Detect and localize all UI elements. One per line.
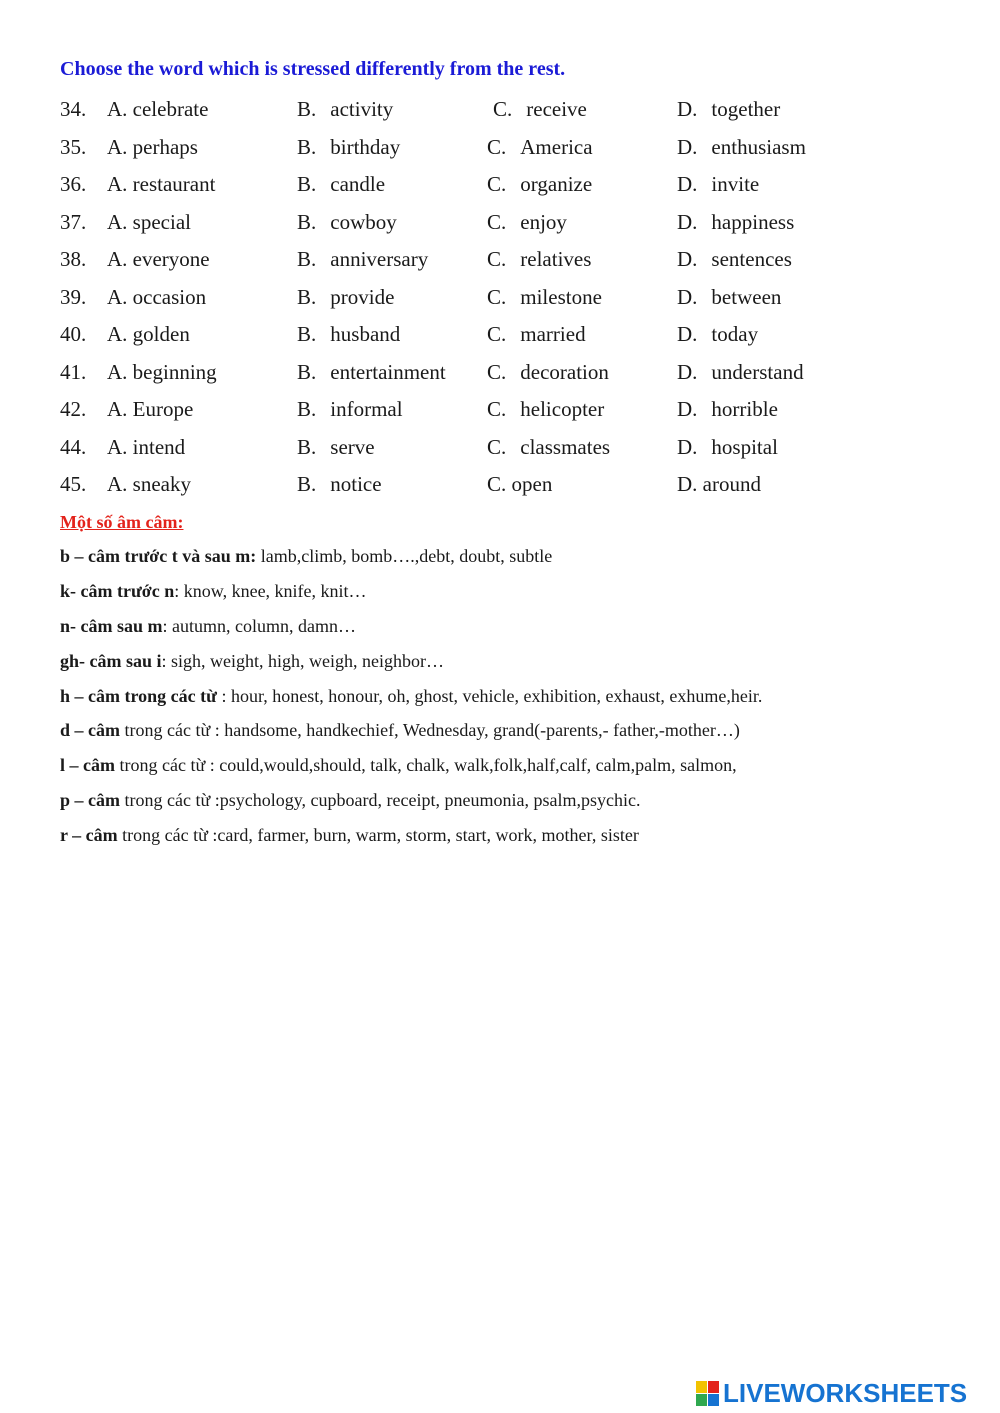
option-d: [677, 322, 758, 347]
option-b: [297, 322, 400, 347]
option-d: D. around: [677, 472, 761, 496]
option-b-label: B.: [297, 210, 317, 234]
option-d-word: between: [711, 285, 782, 309]
option-c-label: C.: [487, 135, 507, 159]
option-d-word: together: [711, 97, 781, 121]
option-d-label: D.: [677, 210, 698, 234]
option-c-label: C.: [487, 360, 507, 384]
note-examples: trong các từ :psychology, cupboard, receipt, pneumonia, psalm,psychic.: [120, 790, 641, 810]
note-line: [60, 651, 444, 672]
option-c-label: C.: [487, 322, 507, 346]
option-b: [297, 210, 397, 235]
question-row: [60, 397, 960, 427]
option-c-label: C.: [487, 285, 507, 309]
option-d: [677, 135, 806, 160]
liveworksheets-logo: [696, 1378, 967, 1408]
option-b-label: B.: [297, 247, 317, 271]
note-rule: h – câm trong các từ: [60, 686, 217, 706]
note-line: [60, 720, 740, 741]
option-c-word: classmates: [520, 435, 611, 459]
note-line: [60, 825, 639, 846]
note-rule: k- câm trước n: [60, 581, 175, 601]
note-rule: gh- câm sau i: [60, 651, 162, 671]
note-examples: trong các từ :card, farmer, burn, warm, storm, start, work, mother, sister: [117, 825, 639, 845]
option-b: [297, 172, 385, 197]
option-c: [487, 435, 610, 460]
question-number: 45.: [60, 472, 87, 496]
option-c-label: C.: [487, 397, 507, 421]
question-row: [60, 210, 960, 240]
question-number: 40.: [60, 322, 87, 346]
option-d-label: D.: [677, 397, 698, 421]
option-d-word: hospital: [711, 435, 778, 459]
note-examples: : sigh, weight, high, weigh, neighbor…: [161, 651, 444, 671]
question-number: 41.: [60, 360, 87, 384]
option-a: A. sneaky: [107, 472, 191, 496]
option-c-label: C.: [493, 97, 513, 121]
option-b-label: B.: [297, 472, 317, 496]
option-b-label: B.: [297, 435, 317, 459]
note-line: [60, 790, 640, 811]
option-c-word: organize: [520, 172, 593, 196]
option-c-word: enjoy: [520, 210, 567, 234]
option-d-label: D.: [677, 135, 698, 159]
note-rule: d – câm: [60, 720, 120, 740]
option-b-word: entertainment: [330, 360, 446, 384]
question-number: 34.: [60, 97, 87, 121]
option-b: [297, 472, 382, 497]
question-row: [60, 247, 960, 277]
option-c: [487, 135, 593, 160]
option-b: [297, 97, 393, 122]
option-b-word: informal: [330, 397, 403, 421]
note-line: [60, 686, 762, 707]
option-b-word: activity: [330, 97, 394, 121]
question-row: [60, 172, 960, 202]
option-a: A. golden: [107, 322, 190, 346]
option-d: [677, 172, 759, 197]
option-d-word: enthusiasm: [711, 135, 806, 159]
option-b: [297, 135, 400, 160]
option-d-label: D.: [677, 172, 698, 196]
option-d: [677, 210, 794, 235]
question-number: 38.: [60, 247, 87, 271]
option-c-label: C.: [487, 172, 507, 196]
option-a: A. restaurant: [107, 172, 216, 196]
question-number: 37.: [60, 210, 87, 234]
option-d: [677, 285, 781, 310]
question-number: 39.: [60, 285, 87, 309]
option-c: C. open: [487, 472, 553, 496]
question-row: [60, 435, 960, 465]
note-line: [60, 616, 356, 637]
option-c: [487, 397, 604, 422]
option-c-label: C.: [487, 435, 507, 459]
notes-title: Một số âm câm:: [60, 512, 184, 532]
option-d-word: happiness: [711, 210, 795, 234]
note-examples: : autumn, column, damn…: [162, 616, 356, 636]
option-d-label: D.: [677, 435, 698, 459]
question-row: [60, 472, 960, 502]
option-d: [677, 247, 792, 272]
liveworksheets-mark-icon: [696, 1381, 719, 1406]
note-line: [60, 581, 367, 602]
instruction-heading: Choose the word which is stressed differently from the rest.: [60, 58, 566, 80]
option-d: [677, 397, 778, 422]
option-d-label: D.: [677, 322, 698, 346]
option-c: [487, 247, 591, 272]
note-rule: p – câm: [60, 790, 120, 810]
option-c-word: decoration: [520, 360, 609, 384]
option-d: [677, 97, 780, 122]
option-d-word: invite: [711, 172, 760, 196]
option-b: [297, 397, 403, 422]
option-c-word: receive: [526, 97, 587, 121]
question-number: 44.: [60, 435, 87, 459]
option-a: A. intend: [107, 435, 186, 459]
option-a: A. everyone: [107, 247, 210, 271]
option-a: A. Europe: [107, 397, 194, 421]
option-c: [487, 285, 602, 310]
option-c-word: America: [520, 135, 593, 159]
option-d-label: D.: [677, 285, 698, 309]
option-d-word: horrible: [711, 397, 778, 421]
option-c-word: married: [520, 322, 586, 346]
note-rule: b – câm trước t và sau m:: [60, 546, 257, 566]
option-d-word: today: [711, 322, 759, 346]
question-row: [60, 97, 960, 127]
note-line: [60, 546, 552, 567]
option-b: [297, 247, 428, 272]
note-rule: l – câm: [60, 755, 115, 775]
option-d-label: D.: [677, 247, 698, 271]
question-row: [60, 285, 960, 315]
option-b: [297, 285, 394, 310]
note-rule: r – câm: [60, 825, 118, 845]
option-b-label: B.: [297, 97, 317, 121]
option-b-word: anniversary: [330, 247, 429, 271]
note-examples: trong các từ : handsome, handkechief, Wednesday, grand(-parents,- father,-mother…): [120, 720, 740, 740]
option-b-word: candle: [330, 172, 386, 196]
option-d-word: understand: [711, 360, 804, 384]
option-b-label: B.: [297, 285, 317, 309]
option-d-label: D.: [677, 360, 698, 384]
option-b: [297, 435, 375, 460]
option-b-word: provide: [330, 285, 395, 309]
option-a: A. perhaps: [107, 135, 198, 159]
question-row: [60, 135, 960, 165]
option-c: [487, 172, 592, 197]
option-d-label: D.: [677, 97, 698, 121]
option-d: [677, 360, 804, 385]
option-c-word: relatives: [520, 247, 592, 271]
option-c-label: C.: [487, 247, 507, 271]
option-d: [677, 435, 778, 460]
note-examples: : know, knee, knife, knit…: [174, 581, 367, 601]
note-rule: n- câm sau m: [60, 616, 163, 636]
option-a: A. special: [107, 210, 191, 234]
note-examples: lamb,climb, bomb….,debt, doubt, subtle: [256, 546, 553, 566]
question-row: [60, 360, 960, 390]
note-line: [60, 755, 737, 776]
option-b-word: cowboy: [330, 210, 397, 234]
option-a: A. occasion: [107, 285, 207, 309]
option-b-word: husband: [330, 322, 401, 346]
option-b-label: B.: [297, 322, 317, 346]
option-c-word: milestone: [520, 285, 602, 309]
question-number: 42.: [60, 397, 87, 421]
option-a: A. beginning: [107, 360, 217, 384]
question-number: 36.: [60, 172, 87, 196]
option-b-label: B.: [297, 135, 317, 159]
option-b: [297, 360, 446, 385]
option-b-word: notice: [330, 472, 382, 496]
option-a: A. celebrate: [107, 97, 209, 121]
option-b-label: B.: [297, 397, 317, 421]
option-b-word: serve: [330, 435, 375, 459]
option-c: [487, 360, 609, 385]
option-c: [487, 322, 586, 347]
option-c-word: helicopter: [520, 397, 605, 421]
note-examples: trong các từ : could,would,should, talk, chalk, walk,folk,half,calf, calm,palm, salmon,: [114, 755, 737, 775]
note-examples: : hour, honest, honour, oh, ghost, vehicle, exhibition, exhaust, exhume,heir.: [216, 686, 763, 706]
option-b-label: B.: [297, 172, 317, 196]
option-b-label: B.: [297, 360, 317, 384]
option-d-word: sentences: [711, 247, 792, 271]
logo-text: LIVEWORKSHEETS: [723, 1377, 968, 1408]
option-c-label: C.: [487, 210, 507, 234]
option-c: [487, 210, 567, 235]
question-number: 35.: [60, 135, 87, 159]
option-c: [493, 97, 587, 122]
option-b-word: birthday: [330, 135, 401, 159]
question-row: [60, 322, 960, 352]
